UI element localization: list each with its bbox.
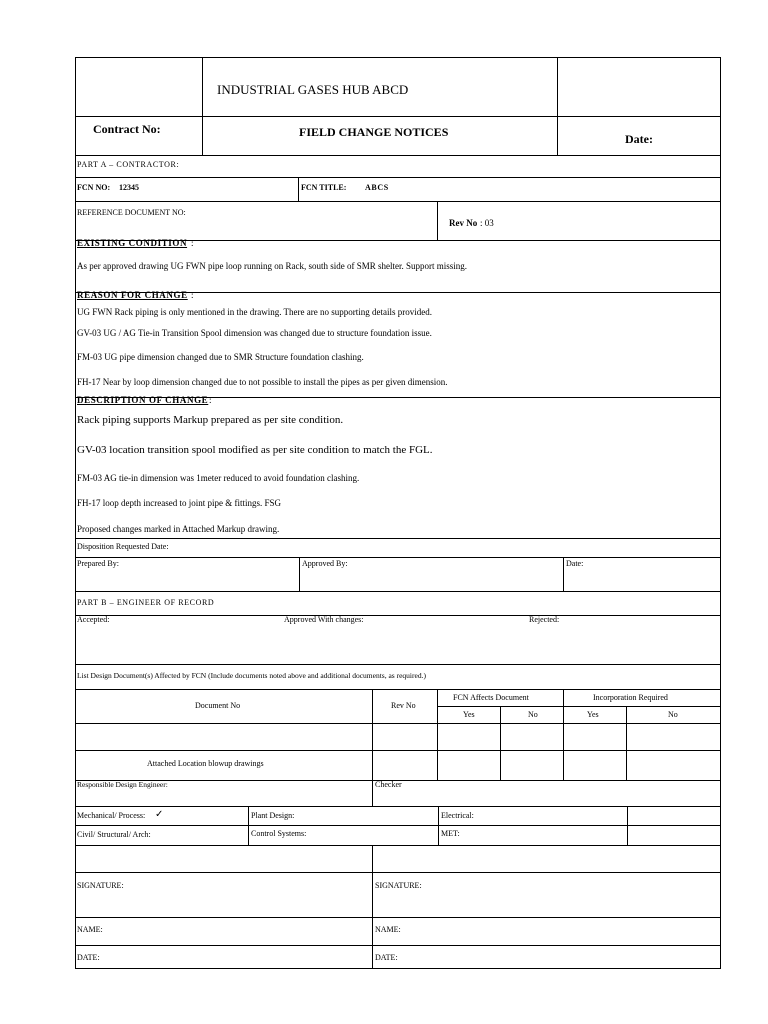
inc-yes-label: Yes — [587, 710, 599, 719]
rev-label: Rev No — [449, 218, 478, 228]
description-line: Proposed changes marked in Attached Markup drawing. — [77, 524, 280, 534]
disposition-row — [75, 538, 721, 558]
description-colon: : — [209, 395, 212, 405]
rev-no-col-label: Rev No — [391, 701, 416, 710]
attached-drawings-text: Attached Location blowup drawings — [147, 759, 264, 768]
date-right-cell — [372, 945, 721, 969]
reason-label: REASON FOR CHANGE — [77, 290, 188, 300]
signature-right-cell — [372, 872, 721, 918]
blank-left-cell — [75, 845, 373, 873]
plant-design-label: Plant Design: — [251, 811, 295, 820]
table-row-2-fcn-yes — [437, 750, 501, 781]
electrical-label: Electrical: — [441, 811, 474, 820]
table-row-1-fcn-yes — [437, 723, 501, 751]
fcn-yes-label: Yes — [463, 710, 475, 719]
table-row-1-fcn-no — [500, 723, 564, 751]
existing-condition-text: As per approved drawing UG FWN pipe loop running on Rack, south side of SMR shelter. Support missing. — [77, 261, 467, 271]
table-row-2-fcn-no — [500, 750, 564, 781]
table-row-1-rev — [372, 723, 438, 751]
reference-cell — [75, 201, 438, 241]
approved-by-label: Approved By: — [302, 559, 348, 568]
prepared-by-label: Prepared By: — [77, 559, 119, 568]
fcn-no-value: 12345 — [119, 183, 139, 192]
part-b-heading: PART B – ENGINEER OF RECORD — [77, 598, 215, 607]
signature-right-label: SIGNATURE: — [375, 881, 422, 890]
existing-colon: : — [191, 238, 194, 248]
signature-left-label: SIGNATURE: — [77, 881, 124, 890]
approved-with-changes-label: Approved With changes: — [284, 615, 364, 624]
rejected-label: Rejected: — [529, 615, 560, 624]
reason-line: UG FWN Rack piping is only mentioned in the drawing. There are no supporting details provided. — [77, 307, 433, 317]
signature-left-cell — [75, 872, 373, 918]
responsible-engineer-label: Responsible Design Engineer: — [77, 780, 168, 789]
name-right-cell — [372, 917, 721, 946]
fcn-title-cell — [298, 177, 721, 202]
contract-no-label: Contract No: — [93, 122, 161, 136]
checker-label: Checker — [375, 780, 402, 789]
company-name: INDUSTRIAL GASES HUB ABCD — [217, 82, 409, 97]
description-line: FM-03 AG tie-in dimension was 1meter reduced to avoid foundation clashing. — [77, 473, 360, 483]
fcn-form — [75, 57, 721, 969]
date-right-label: DATE: — [375, 953, 398, 962]
fcn-affects-col-label: FCN Affects Document — [453, 693, 529, 702]
table-row-2-rev — [372, 750, 438, 781]
accepted-label: Accepted: — [77, 615, 110, 624]
mechanical-check-icon: ✓ — [155, 809, 164, 820]
incorporation-col-label: Incorporation Required — [593, 693, 668, 702]
form-title: FIELD CHANGE NOTICES — [299, 125, 449, 139]
control-systems-label: Control Systems: — [251, 829, 307, 838]
civil-label: Civil/ Structural/ Arch: — [77, 830, 151, 839]
checker-cell — [372, 780, 721, 807]
rev-value: : 03 — [480, 218, 494, 228]
prepared-date-label: Date: — [566, 559, 584, 568]
electrical-value-cell — [627, 806, 721, 826]
table-row-2-inc-yes — [563, 750, 627, 781]
description-label: DESCRIPTION OF CHANGE — [77, 395, 209, 405]
reference-label: REFERENCE DOCUMENT NO: — [77, 208, 186, 217]
list-design-label: List Design Document(s) Affected by FCN (Include documents noted above and additional documents, as required.) — [77, 671, 426, 680]
reason-line: FM-03 UG pipe dimension changed due to SMR Structure foundation clashing. — [77, 352, 364, 362]
header-date-label: Date: — [625, 132, 653, 146]
reason-line: FH-17 Near by loop dimension changed due to not possible to install the pipes as per given dimension. — [77, 377, 448, 387]
reason-colon: : — [191, 290, 194, 300]
name-left-cell — [75, 917, 373, 946]
date-left-cell — [75, 945, 373, 969]
date-left-label: DATE: — [77, 953, 100, 962]
header-logo-cell — [75, 57, 203, 117]
name-right-label: NAME: — [375, 925, 401, 934]
disposition-label: Disposition Requested Date: — [77, 542, 169, 551]
existing-condition-label: EXISTING CONDITION — [77, 238, 188, 248]
document-no-col-label: Document No — [195, 701, 241, 710]
table-row-1-doc — [75, 723, 373, 751]
table-row-2-inc-no — [626, 750, 721, 781]
header-right-cell — [557, 57, 721, 117]
met-label: MET: — [441, 829, 460, 838]
description-line: GV-03 location transition spool modified as per site condition to match the FGL. — [77, 444, 433, 456]
fcn-no-label: No — [528, 710, 538, 719]
reason-line: GV-03 UG / AG Tie-in Transition Spool dimension was changed due to structure foundation issue. — [77, 328, 432, 338]
inc-no-label: No — [668, 710, 678, 719]
met-cell — [438, 825, 628, 846]
fcn-title-label: FCN TITLE: — [301, 183, 347, 192]
table-row-1-inc-no — [626, 723, 721, 751]
met-value-cell — [627, 825, 721, 846]
fcn-no-label: FCN NO: — [77, 183, 111, 192]
mechanical-label: Mechanical/ Process: — [77, 811, 146, 820]
blank-right-cell — [372, 845, 721, 873]
description-line: FH-17 loop depth increased to joint pipe & fittings. FSG — [77, 498, 281, 508]
decision-cell — [75, 615, 721, 665]
description-line: Rack piping supports Markup prepared as per site condition. — [77, 414, 344, 426]
part-a-heading: PART A – CONTRACTOR: — [77, 160, 180, 169]
table-row-1-inc-yes — [563, 723, 627, 751]
fcn-title-value: ABCS — [365, 183, 389, 192]
name-left-label: NAME: — [77, 925, 103, 934]
prepared-date-cell — [563, 557, 721, 592]
